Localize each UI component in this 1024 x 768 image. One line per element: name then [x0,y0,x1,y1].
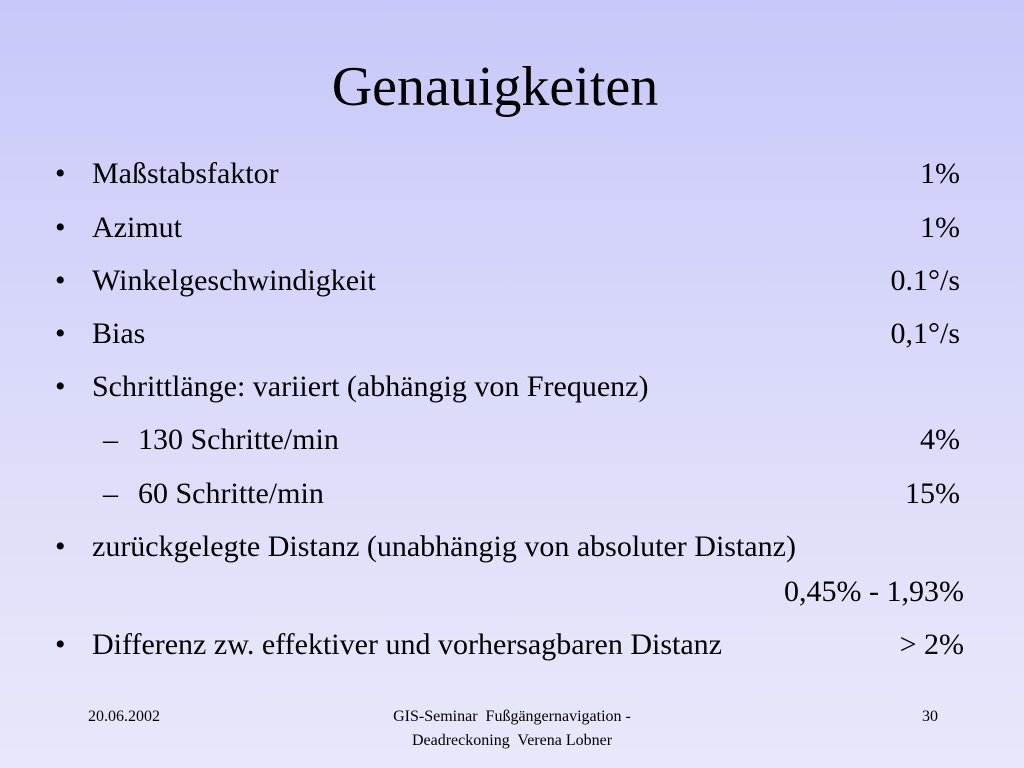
item-value: > 2% [899,628,964,661]
list-item-distanz [0,527,1024,567]
item-label: Azimut [92,211,182,244]
bullet-glyph: • [55,317,66,350]
item-label: Maßstabsfaktor [92,157,279,190]
item-label: zurückgelegte Distanz (unabhängig von absoluter Distanz) [92,530,796,563]
bullet-glyph: • [55,370,66,403]
item-label: Schrittlänge: variiert (abhängig von Frequenz) [92,370,649,403]
footer-center [312,705,712,753]
item-label: Winkelgeschwindigkeit [92,264,376,297]
item-label: Bias [92,317,146,350]
footer-line-2: Deadreckoning Verena Lobner [411,732,613,749]
footer-line-1: GIS-Seminar Fußgängernavigation - [393,708,631,725]
item-value: 15% [905,477,960,510]
footer-date: 20.06.2002 [88,708,160,725]
dash-glyph: – [103,477,118,510]
item-value: 1% [920,211,960,244]
sublist-item-130 [0,420,1024,460]
bullet-glyph: • [55,157,66,190]
dash-glyph: – [103,423,118,456]
list-item-bias [0,314,1024,354]
item-label: 60 Schritte/min [138,477,324,510]
bullet-glyph: • [55,211,66,244]
item-value: 0,1°/s [890,317,960,350]
page-number: 30 [922,708,938,725]
list-item-winkelgeschwindigkeit [0,261,1024,301]
item-label: 130 Schritte/min [138,423,339,456]
item-value: 1% [920,157,960,190]
item-value: 0.1°/s [890,264,960,297]
sublist-item-60 [0,474,1024,514]
item-label: Differenz zw. effektiver und vorhersagbaren Distanz [92,628,722,661]
list-item-differenz [0,625,1024,665]
bullet-glyph: • [55,628,66,661]
item-value: 4% [920,423,960,456]
list-item-schrittlaenge [0,367,1024,407]
bullet-glyph: • [55,264,66,297]
distance-value: 0,45% - 1,93% [784,575,964,608]
list-item-massstabsfaktor [0,154,1024,194]
list-item-azimut [0,208,1024,248]
slide-title: Genauigkeiten [331,56,659,118]
bullet-glyph: • [55,530,66,563]
